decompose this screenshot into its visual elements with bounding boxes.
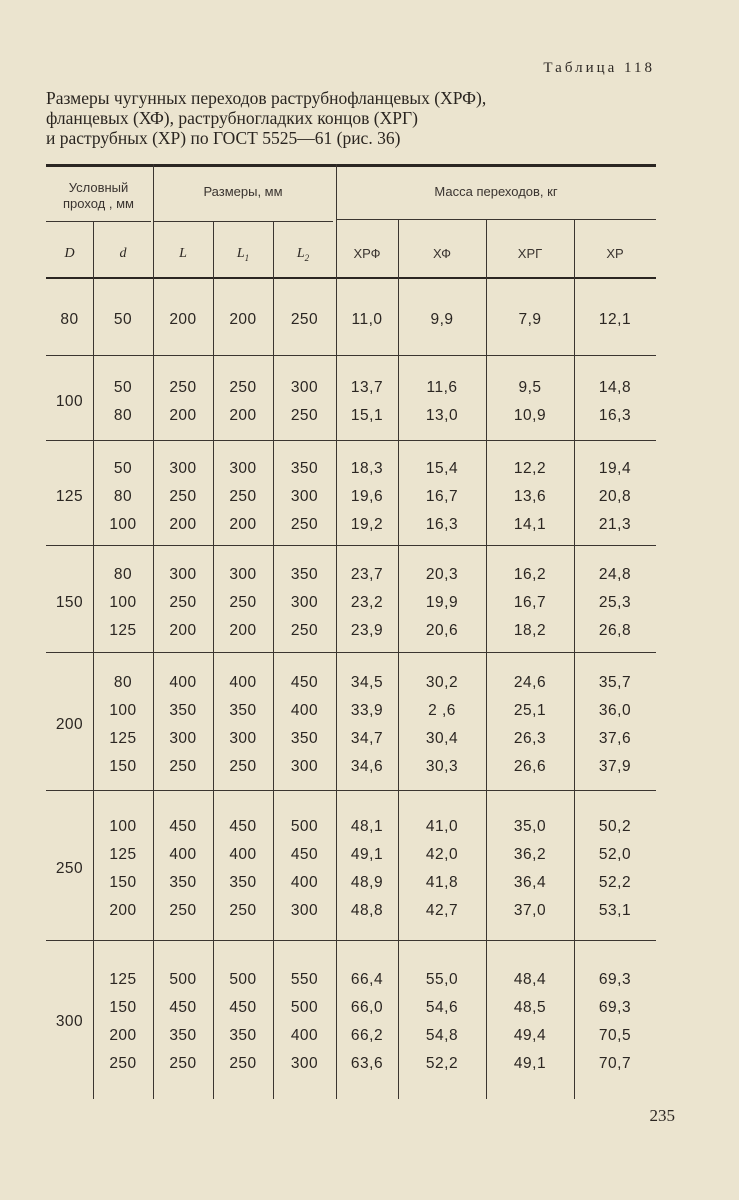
cell-XF: 30,4 — [425, 730, 459, 747]
cell-XF: 2 ,6 — [428, 702, 456, 719]
cell-L: 250 — [169, 593, 197, 611]
cell-XRF: 66,4 — [350, 970, 384, 988]
cell-XRG: 37,0 — [513, 902, 547, 919]
cell-D: 200 — [55, 716, 84, 733]
cell-XF: 42,7 — [425, 902, 459, 919]
cell-L2: 550 — [290, 970, 319, 988]
cell-D: 80 — [60, 311, 79, 328]
cell-XR: 50,2 — [598, 818, 632, 835]
table-top-rule — [46, 164, 656, 167]
cell-L: 250 — [169, 902, 197, 919]
cell-XR: 20,8 — [598, 487, 632, 505]
cell-XF: 55,0 — [425, 970, 459, 988]
cell-L: 300 — [169, 459, 197, 477]
header-L1-sub: 1 — [244, 252, 250, 263]
cell-L: 350 — [169, 1026, 197, 1044]
table-title — [46, 88, 666, 148]
cell-d: 125 — [109, 730, 137, 747]
cell-L: 400 — [169, 674, 197, 691]
cell-XR: 53,1 — [598, 902, 632, 919]
cell-XRF: 19,2 — [350, 515, 384, 533]
header-XRG: ХРГ — [517, 246, 543, 261]
cell-d: 150 — [109, 998, 137, 1016]
cell-L2: 350 — [290, 565, 319, 583]
header-L1-letter: L — [236, 246, 245, 261]
cell-L2: 500 — [290, 998, 319, 1016]
cell-XRG: 48,5 — [513, 998, 547, 1016]
cell-XR: 37,9 — [598, 758, 632, 775]
cell-XF: 52,2 — [425, 1054, 459, 1072]
cell-L1: 250 — [229, 758, 257, 775]
cell-XF: 16,7 — [425, 487, 459, 505]
header-divider — [336, 219, 656, 220]
cell-XRG: 36,4 — [513, 874, 547, 891]
group-separator — [46, 545, 656, 546]
cell-XF: 20,6 — [425, 621, 459, 639]
cell-XRF: 23,9 — [350, 621, 384, 639]
cell-XF: 19,9 — [425, 593, 459, 611]
cell-L: 300 — [169, 730, 197, 747]
cell-d: 200 — [109, 902, 137, 919]
header-passage: Условный проход , мм — [63, 180, 134, 211]
cell-L2: 250 — [290, 515, 319, 533]
cell-d: 125 — [109, 970, 137, 988]
cell-L2: 300 — [290, 902, 319, 919]
cell-XRF: 48,1 — [350, 818, 384, 835]
column-divider — [213, 221, 214, 1099]
cell-XRF: 66,0 — [350, 998, 384, 1016]
header-mass: Масса переходов, кг — [434, 184, 558, 199]
cell-XRG: 49,1 — [513, 1054, 547, 1072]
cell-XF: 11,6 — [426, 378, 458, 396]
group-separator — [46, 440, 656, 441]
cell-L: 250 — [169, 1054, 197, 1072]
cell-XR: 52,2 — [598, 874, 632, 891]
cell-XRF: 18,3 — [350, 459, 384, 477]
cell-L2: 300 — [290, 593, 319, 611]
cell-L1: 300 — [229, 565, 257, 583]
cell-XR: 16,3 — [598, 406, 632, 424]
cell-L: 200 — [169, 311, 197, 328]
header-L2 — [273, 246, 333, 263]
cell-XRG: 25,1 — [513, 702, 547, 719]
cell-XRF: 23,2 — [350, 593, 384, 611]
title-line: фланцевых (ХФ), раструбногладких концов (ХРГ) — [46, 108, 418, 128]
cell-D: 250 — [55, 860, 84, 877]
cell-L2: 400 — [290, 702, 319, 719]
cell-XRG: 9,5 — [518, 378, 542, 396]
cell-XF: 20,3 — [425, 565, 459, 583]
cell-L: 200 — [169, 621, 197, 639]
cell-L: 200 — [169, 515, 197, 533]
cell-L: 200 — [169, 406, 197, 424]
cell-D: 100 — [55, 392, 84, 410]
column-divider — [398, 219, 399, 1099]
header-dimensions: Размеры, мм — [203, 184, 283, 199]
cell-XRF: 49,1 — [350, 846, 384, 863]
group-separator — [46, 652, 656, 653]
header-L1 — [213, 246, 273, 263]
cell-XRG: 10,9 — [513, 406, 547, 424]
cell-D: 125 — [55, 487, 84, 505]
cell-L1: 500 — [229, 970, 257, 988]
cell-D: 300 — [55, 1012, 84, 1030]
cell-d: 50 — [113, 378, 133, 396]
cell-XR: 70,5 — [598, 1026, 632, 1044]
cell-XRF: 23,7 — [350, 565, 384, 583]
cell-XRG: 35,0 — [513, 818, 547, 835]
cell-XF: 41,8 — [425, 874, 459, 891]
cell-d: 250 — [109, 1054, 137, 1072]
column-divider — [273, 221, 274, 1099]
cell-d: 50 — [113, 311, 133, 328]
cell-XRF: 11,0 — [351, 311, 383, 328]
cell-L1: 250 — [229, 1054, 257, 1072]
cell-XR: 12,1 — [598, 311, 632, 328]
cell-XRG: 16,7 — [513, 593, 547, 611]
cell-L: 250 — [169, 378, 197, 396]
group-separator — [46, 355, 656, 356]
cell-XF: 54,8 — [425, 1026, 459, 1044]
cell-XR: 37,6 — [598, 730, 632, 747]
cell-L: 350 — [169, 702, 197, 719]
cell-L2: 500 — [290, 818, 319, 835]
cell-XR: 70,7 — [598, 1054, 632, 1072]
cell-L1: 200 — [229, 311, 257, 328]
cell-XRF: 63,6 — [350, 1054, 384, 1072]
dimensions-table — [46, 164, 656, 1099]
table-number-label: Таблица 118 — [543, 60, 655, 76]
column-divider — [574, 219, 575, 1099]
header-XR: ХР — [606, 246, 624, 261]
cell-L1: 400 — [229, 846, 257, 863]
cell-XRF: 34,5 — [350, 674, 384, 691]
cell-d: 80 — [113, 406, 133, 424]
cell-d: 200 — [109, 1026, 137, 1044]
cell-L2: 350 — [290, 459, 319, 477]
cell-L1: 200 — [229, 406, 257, 424]
title-line: Размеры чугунных переходов раструбнофланцевых (ХРФ), — [46, 88, 487, 108]
cell-d: 125 — [109, 621, 137, 639]
cell-L2: 300 — [290, 1054, 319, 1072]
cell-XF: 15,4 — [425, 459, 459, 477]
cell-XR: 14,8 — [598, 378, 632, 396]
cell-XR: 19,4 — [598, 459, 632, 477]
header-divider — [153, 221, 333, 222]
cell-XRG: 16,2 — [513, 565, 547, 583]
column-divider — [486, 219, 487, 1099]
cell-L: 450 — [169, 998, 197, 1016]
cell-L: 250 — [169, 487, 197, 505]
header-divider — [46, 221, 151, 222]
header-L2-sub: 2 — [304, 252, 310, 263]
cell-XR: 69,3 — [598, 998, 632, 1016]
cell-XRG: 12,2 — [513, 459, 547, 477]
cell-XR: 25,3 — [598, 593, 632, 611]
cell-XRF: 33,9 — [350, 702, 384, 719]
cell-d: 100 — [109, 702, 137, 719]
cell-XF: 30,2 — [425, 674, 459, 691]
cell-L: 500 — [169, 970, 197, 988]
cell-d: 100 — [109, 593, 137, 611]
cell-XRG: 48,4 — [513, 970, 547, 988]
cell-XF: 54,6 — [425, 998, 459, 1016]
cell-L2: 450 — [290, 674, 319, 691]
cell-d: 125 — [109, 846, 137, 863]
cell-L: 450 — [169, 818, 197, 835]
cell-XF: 41,0 — [425, 818, 459, 835]
cell-XRF: 34,6 — [350, 758, 384, 775]
cell-XRG: 14,1 — [513, 515, 547, 533]
cell-XF: 13,0 — [425, 406, 459, 424]
cell-XR: 52,0 — [598, 846, 632, 863]
cell-L2: 250 — [290, 621, 319, 639]
header-XRF: ХРФ — [353, 246, 381, 261]
cell-L1: 350 — [229, 1026, 257, 1044]
cell-L2: 300 — [290, 487, 319, 505]
cell-L1: 250 — [229, 378, 257, 396]
cell-XF: 9,9 — [430, 311, 454, 328]
group-separator — [46, 790, 656, 791]
cell-L1: 450 — [229, 998, 257, 1016]
cell-L2: 300 — [290, 378, 319, 396]
cell-XRF: 13,7 — [350, 378, 384, 396]
cell-XR: 21,3 — [598, 515, 632, 533]
cell-L2: 250 — [290, 311, 319, 328]
cell-D: 150 — [55, 593, 84, 611]
cell-L1: 350 — [229, 702, 257, 719]
header-L2-letter: L — [296, 246, 305, 261]
cell-L1: 200 — [229, 515, 257, 533]
cell-d: 100 — [109, 818, 137, 835]
title-line: и раструбных (ХР) по ГОСТ 5525—61 (рис. 36) — [46, 128, 401, 148]
header-XF: ХФ — [432, 246, 452, 261]
cell-XRF: 66,2 — [350, 1026, 384, 1044]
cell-L1: 300 — [229, 459, 257, 477]
cell-L1: 200 — [229, 621, 257, 639]
cell-L1: 250 — [229, 593, 257, 611]
cell-L: 400 — [169, 846, 197, 863]
cell-d: 150 — [109, 758, 137, 775]
cell-XF: 42,0 — [425, 846, 459, 863]
cell-XR: 69,3 — [598, 970, 632, 988]
cell-XRF: 48,8 — [350, 902, 384, 919]
cell-L1: 350 — [229, 874, 257, 891]
cell-XRG: 7,9 — [518, 311, 542, 328]
cell-d: 80 — [113, 487, 133, 505]
cell-L2: 400 — [290, 1026, 319, 1044]
cell-L1: 400 — [229, 674, 257, 691]
cell-XF: 30,3 — [425, 758, 459, 775]
cell-d: 50 — [113, 459, 133, 477]
cell-XRG: 26,6 — [513, 758, 547, 775]
cell-L1: 250 — [229, 487, 257, 505]
cell-L2: 400 — [290, 874, 319, 891]
cell-d: 80 — [113, 565, 133, 583]
cell-XF: 16,3 — [425, 515, 459, 533]
cell-XRG: 18,2 — [513, 621, 547, 639]
cell-XRG: 13,6 — [513, 487, 547, 505]
header-bottom-rule — [46, 277, 656, 279]
cell-L1: 450 — [229, 818, 257, 835]
header-d: d — [119, 246, 127, 261]
cell-d: 100 — [109, 515, 137, 533]
cell-L2: 350 — [290, 730, 319, 747]
cell-XR: 36,0 — [598, 702, 632, 719]
cell-d: 80 — [113, 674, 133, 691]
cell-XRG: 24,6 — [513, 674, 547, 691]
cell-L1: 250 — [229, 902, 257, 919]
cell-XR: 24,8 — [598, 565, 632, 583]
group-separator — [46, 940, 656, 941]
column-divider — [93, 221, 94, 1099]
cell-d: 150 — [109, 874, 137, 891]
header-L: L — [179, 246, 187, 261]
cell-L2: 300 — [290, 758, 319, 775]
cell-L: 300 — [169, 565, 197, 583]
page-number: 235 — [649, 1106, 675, 1125]
cell-XR: 26,8 — [598, 621, 632, 639]
cell-XRG: 36,2 — [513, 846, 547, 863]
cell-L: 250 — [169, 758, 197, 775]
cell-L2: 450 — [290, 846, 319, 863]
cell-XRF: 19,6 — [350, 487, 384, 505]
cell-XRF: 34,7 — [350, 730, 384, 747]
cell-XR: 35,7 — [598, 674, 632, 691]
cell-XRG: 26,3 — [513, 730, 547, 747]
cell-L2: 250 — [290, 406, 319, 424]
cell-L: 350 — [169, 874, 197, 891]
cell-XRG: 49,4 — [513, 1026, 547, 1044]
header-D: D — [64, 246, 75, 261]
cell-XRF: 48,9 — [350, 874, 384, 891]
cell-XRF: 15,1 — [350, 406, 384, 424]
cell-L1: 300 — [229, 730, 257, 747]
